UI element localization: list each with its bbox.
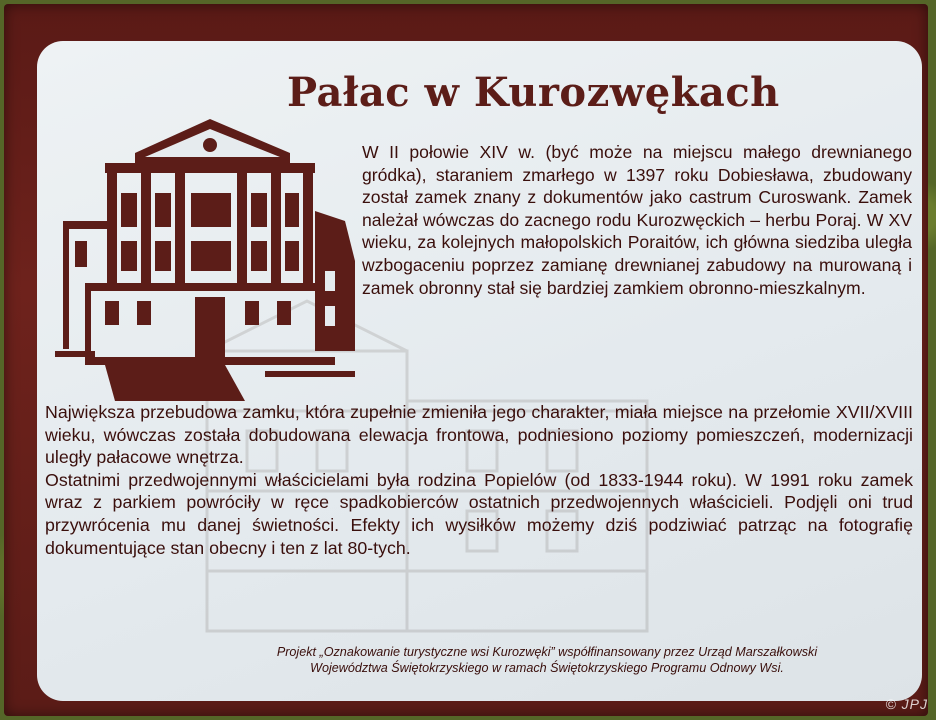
- sign-panel: [37, 41, 922, 701]
- paragraph-owners: Ostatnimi przedwojennymi właścicielami była rodzina Popielów (od 1833-1944 roku). W 1991 roku zamek wraz z parkiem powróciły w ręce spadkobierców ostatnich przedwojennych właścicieli. Podjęli oni trud przywrócenia mu danej świetności. Efekty ich wysiłków możemy dziś podziwiać patrząc na fotografię dokumentujące stan obecny i ten z lat 80-tych.: [45, 469, 913, 558]
- sign-title: Pałac w Kurozwękach: [287, 69, 780, 116]
- photographer-watermark: © JPJ: [885, 696, 928, 712]
- paragraph-rebuild: Największa przebudowa zamku, która zupełnie zmieniła jego charakter, miała miejsce na przełomie XVII/XVIII wieku, wówczas została dobudowana elewacja frontowa, podniesiono poziomy pomieszczeń, modernizacji uległy pałacowe wnętrza.: [45, 402, 913, 468]
- body-text: [45, 401, 913, 559]
- footer-line-1: Projekt „Oznakowanie turystyczne wsi Kurozwęki” współfinansowany przez Urząd Marszałkowski: [276, 645, 818, 659]
- palace-illustration: [45, 101, 375, 406]
- sign-frame: [4, 4, 928, 716]
- intro-paragraph: W II połowie XIV w. (być może na miejscu małego drewnianego gródka), staraniem zmarłego w 1397 roku Dobiesława, zbudowany został zamek znany z dokumentów jako castrum Curoswank. Zamek należał wówczas do zacnego rodu Kurozwęckich – herbu Poraj. W XV wieku, za kolejnych małopolskich Poraitów, ich główna siedziba uległa wzbogaceniu poprzez zamianę drewnianej zabudowy na murowaną i zamek obronny stał się bardziej zamkiem obronno-mieszkalnym.: [362, 142, 912, 298]
- footer-line-2: Województwa Świętokrzyskiego w ramach Świętokrzyskiego Programu Odnowy Wsi.: [310, 661, 784, 675]
- project-footer: [177, 644, 917, 676]
